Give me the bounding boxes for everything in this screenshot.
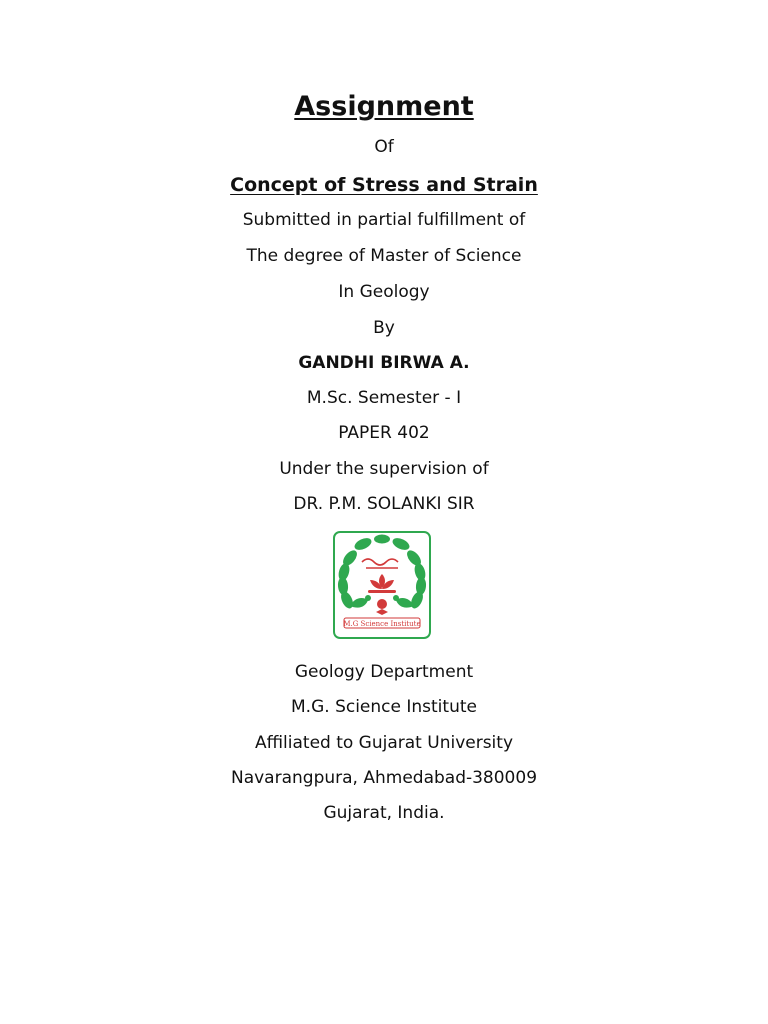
assignment-subject: Concept of Stress and Strain (230, 174, 538, 196)
supervision-text: Under the supervision of (279, 459, 489, 479)
department-name: Geology Department (294, 662, 474, 682)
of-text: Of (374, 137, 394, 157)
semester-text: M.Sc. Semester - I (306, 388, 462, 408)
document-title: Assignment (294, 91, 474, 122)
institute-logo (330, 528, 434, 642)
logo-banner-text: M.G Science Institute (343, 620, 421, 628)
submitted-line-1: Submitted in partial fulfillment of (242, 210, 526, 230)
by-text: By (373, 318, 395, 338)
institute-name: M.G. Science Institute (291, 697, 477, 717)
submitted-line-3: In Geology (338, 282, 430, 302)
author-name: GANDHI BIRWA A. (298, 353, 470, 373)
address-text: Navarangpura, Ahmedabad-380009 (230, 768, 538, 788)
submitted-line-2: The degree of Master of Science (246, 246, 522, 266)
logo-banner (343, 618, 420, 628)
state-country-text: Gujarat, India. (323, 803, 445, 823)
affiliation-text: Affiliated to Gujarat University (254, 733, 514, 753)
supervisor-name: DR. P.M. SOLANKI SIR (293, 494, 475, 514)
paper-number: PAPER 402 (338, 423, 430, 443)
